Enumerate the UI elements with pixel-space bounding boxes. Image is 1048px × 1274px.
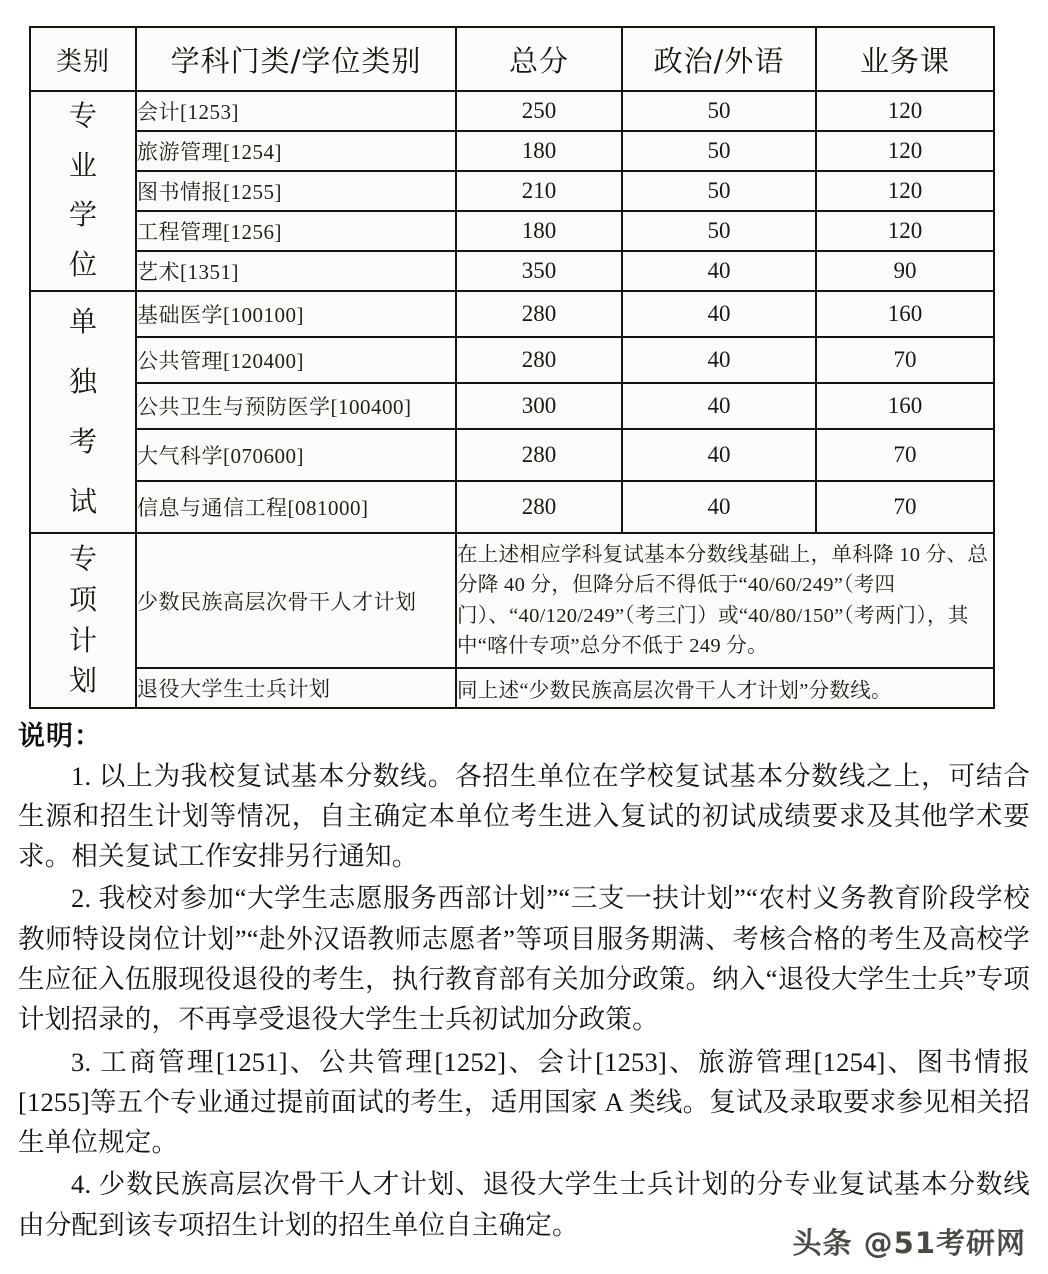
cell-total: 280 bbox=[456, 429, 622, 481]
cell-discipline: 少数民族高层次骨干人才计划 bbox=[136, 533, 456, 668]
cell-discipline: 公共卫生与预防医学[100400] bbox=[136, 383, 456, 429]
cell-major: 160 bbox=[816, 383, 994, 429]
cell-politics: 50 bbox=[622, 171, 816, 211]
cell-total: 250 bbox=[456, 91, 622, 131]
note-item-3: 3. 工商管理[1251]、公共管理[1252]、会计[1253]、旅游管理[1254]、图书情报[1255]等五个专业通过提前面试的考生，适用国家 A 类线。复试及录取要求参见相关招生单位规定。 bbox=[18, 1046, 1030, 1158]
note-item-1: 1. 以上为我校复试基本分数线。各招生单位在学校复试基本分数线之上，可结合生源和招生计划等情况，自主确定本单位考生进入复试的初试成绩要求及其他学术要求。相关复试工作安排另行通知。 bbox=[18, 760, 1030, 872]
column-header-politics: 政治/外语 bbox=[622, 27, 816, 91]
cell-major: 90 bbox=[816, 251, 994, 291]
group-label-char: 专 bbox=[68, 542, 97, 576]
cell-major: 160 bbox=[816, 291, 994, 337]
group-label-special-plan bbox=[30, 533, 136, 708]
cell-major: 120 bbox=[816, 91, 994, 131]
watermark-text: 头条 @51考研网 bbox=[792, 1226, 1026, 1260]
cell-total: 280 bbox=[456, 291, 622, 337]
cell-politics: 50 bbox=[622, 131, 816, 171]
cell-total: 280 bbox=[456, 337, 622, 383]
cell-discipline: 信息与通信工程[081000] bbox=[136, 481, 456, 533]
table-row bbox=[30, 668, 994, 708]
table-row bbox=[30, 533, 994, 668]
table-header bbox=[30, 27, 994, 91]
table-row bbox=[30, 251, 994, 291]
cell-total: 180 bbox=[456, 131, 622, 171]
notes-title: 说明： bbox=[18, 721, 102, 752]
group-label-char: 项 bbox=[68, 582, 97, 616]
table-body bbox=[30, 91, 994, 708]
cell-total: 210 bbox=[456, 171, 622, 211]
note-item-4: 4. 少数民族高层次骨干人才计划、退役大学生士兵计划的分专业复试基本分数线由分配到该专项招生计划的招生单位自主确定。 bbox=[18, 1169, 1030, 1240]
column-header-discipline: 学科门类/学位类别 bbox=[136, 27, 456, 91]
column-header-major: 业务课 bbox=[816, 27, 994, 91]
group-label-char: 单 bbox=[68, 304, 97, 338]
table-row bbox=[30, 171, 994, 211]
table-row bbox=[30, 337, 994, 383]
table-row bbox=[30, 131, 994, 171]
score-line-table-container bbox=[29, 26, 993, 709]
cell-major: 70 bbox=[816, 429, 994, 481]
table-row bbox=[30, 91, 994, 131]
cell-major: 70 bbox=[816, 481, 994, 533]
group-label-char: 试 bbox=[68, 484, 97, 518]
cell-special-plan-note: 在上述相应学科复试基本分数线基础上，单科降 10 分、总分降 40 分，但降分后不得低于“40/60/249”（考四门）、“40/120/249”（考三门）或“40/80/150”（考两门），其中“喀什专项”总分不低于 249 分。 bbox=[456, 533, 994, 668]
cell-discipline: 工程管理[1256] bbox=[136, 211, 456, 251]
cell-discipline: 基础医学[100100] bbox=[136, 291, 456, 337]
cell-discipline: 公共管理[120400] bbox=[136, 337, 456, 383]
column-header-total: 总分 bbox=[456, 27, 622, 91]
notes-section bbox=[18, 722, 1030, 1245]
group-label-char: 划 bbox=[68, 664, 97, 698]
cell-politics: 40 bbox=[622, 337, 816, 383]
cell-major: 70 bbox=[816, 337, 994, 383]
group-label-char: 学 bbox=[68, 198, 97, 232]
cell-discipline: 会计[1253] bbox=[136, 91, 456, 131]
table-row bbox=[30, 429, 994, 481]
cell-politics: 40 bbox=[622, 383, 816, 429]
table-header-row bbox=[30, 27, 994, 91]
group-label-professional-degree bbox=[30, 91, 136, 291]
cell-special-plan-note: 同上述“少数民族高层次骨干人才计划”分数线。 bbox=[456, 668, 994, 708]
group-label-char: 位 bbox=[68, 247, 97, 281]
cell-discipline: 退役大学生士兵计划 bbox=[136, 668, 456, 708]
group-label-char: 业 bbox=[68, 148, 97, 182]
cell-total: 280 bbox=[456, 481, 622, 533]
cell-politics: 40 bbox=[622, 251, 816, 291]
group-label-char: 专 bbox=[68, 99, 97, 133]
table-row bbox=[30, 383, 994, 429]
cell-discipline: 图书情报[1255] bbox=[136, 171, 456, 211]
cell-politics: 50 bbox=[622, 211, 816, 251]
cell-politics: 50 bbox=[622, 91, 816, 131]
group-label-independent-exam bbox=[30, 291, 136, 533]
cell-major: 120 bbox=[816, 131, 994, 171]
cell-discipline: 大气科学[070600] bbox=[136, 429, 456, 481]
cell-politics: 40 bbox=[622, 291, 816, 337]
table-row bbox=[30, 481, 994, 533]
cell-major: 120 bbox=[816, 211, 994, 251]
cell-politics: 40 bbox=[622, 481, 816, 533]
table-row bbox=[30, 211, 994, 251]
cell-total: 180 bbox=[456, 211, 622, 251]
cell-total: 350 bbox=[456, 251, 622, 291]
group-label-char: 独 bbox=[68, 364, 97, 398]
cell-discipline: 旅游管理[1254] bbox=[136, 131, 456, 171]
cell-politics: 40 bbox=[622, 429, 816, 481]
cell-discipline: 艺术[1351] bbox=[136, 251, 456, 291]
cell-total: 300 bbox=[456, 383, 622, 429]
cell-major: 120 bbox=[816, 171, 994, 211]
table-row bbox=[30, 291, 994, 337]
note-item-2: 2. 我校对参加“大学生志愿服务西部计划”“三支一扶计划”“农村义务教育阶段学校教师特设岗位计划”“赴外汉语教师志愿者”等项目服务期满、考核合格的考生及高校学生应征入伍服现役退役的考生，执行教育部有关加分政策。纳入“退役大学生士兵”专项计划招录的，不再享受退役大学生士兵初试加分政策。 bbox=[18, 883, 1030, 1035]
column-header-category: 类别 bbox=[30, 27, 136, 91]
group-label-char: 考 bbox=[68, 424, 97, 458]
score-line-table bbox=[29, 26, 995, 709]
group-label-char: 计 bbox=[68, 623, 97, 657]
